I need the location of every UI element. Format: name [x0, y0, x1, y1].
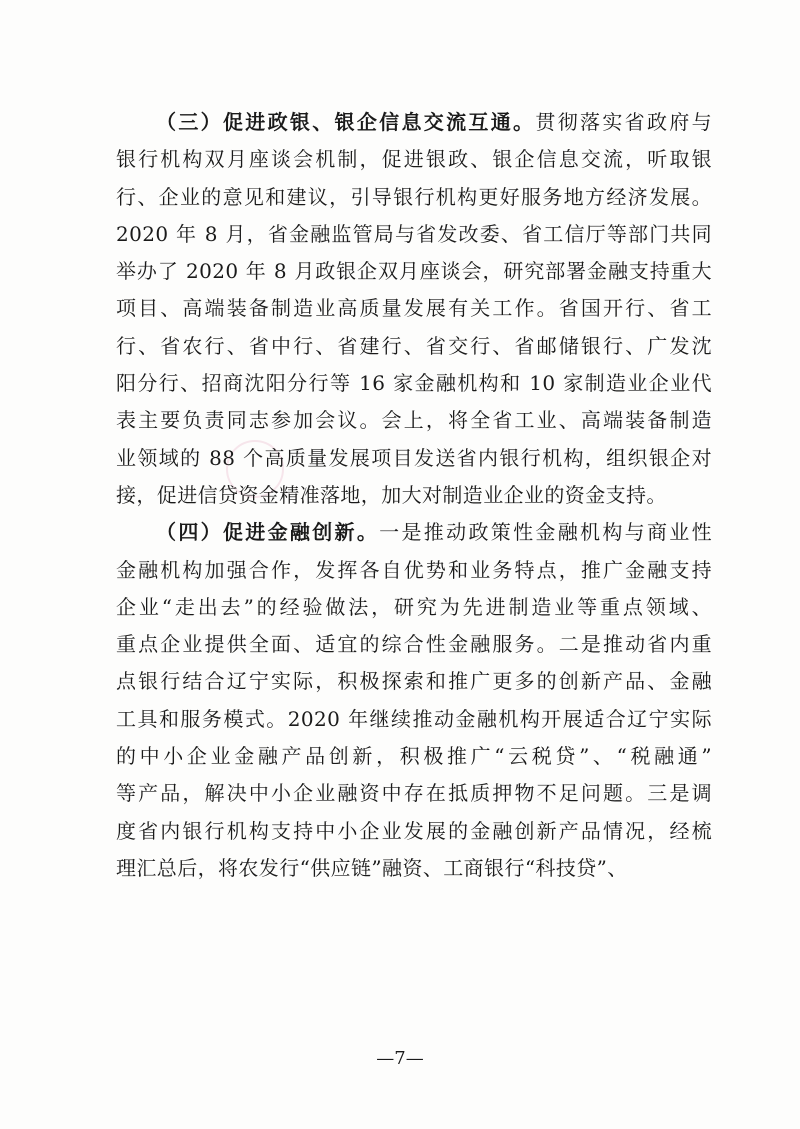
text-line: [116, 290, 712, 327]
line-text: 企业“走出去”的经验做法，研究为先进制造业等重点领域、: [116, 594, 712, 619]
section-heading: （四）促进金融创新。: [156, 520, 380, 545]
line-text: 银行机构双月座谈会机制，促进银政、银企信息交流，听取银: [116, 147, 712, 172]
line-text: 金融机构加强合作，发挥各自优势和业务特点，推广金融支持: [116, 557, 712, 582]
line-text: 点银行结合辽宁实际，积极探索和推广更多的创新产品、金融: [116, 669, 712, 694]
line-text: 重点企业提供全面、适宜的综合性金融服务。二是推动省内重: [116, 632, 712, 657]
text-line: [116, 514, 712, 551]
line-text: 举办了 2020 年 8 月政银企双月座谈会，研究部署金融支持重大: [116, 259, 712, 284]
line-text: 阳分行、招商沈阳分行等 16 家金融机构和 10 家制造业企业代: [116, 371, 712, 396]
line-text: 理汇总后，将农发行“供应链”融资、工商银行“科技贷”、: [116, 855, 628, 880]
text-line: [116, 813, 712, 850]
text-line: [116, 589, 712, 626]
line-text: 2020 年 8 月，省金融监管局与省发改委、省工信厅等部门共同: [116, 221, 712, 246]
body-text: [116, 104, 712, 887]
text-line: [116, 328, 712, 365]
text-line: [116, 738, 712, 775]
text-line: [116, 850, 712, 887]
text-line: [116, 663, 712, 700]
text-line: [116, 179, 712, 216]
text-line: [116, 701, 712, 738]
line-text: 项目、高端装备制造业高质量发展有关工作。省国开行、省工: [116, 296, 712, 321]
line-text: 工具和服务模式。2020 年继续推动金融机构开展适合辽宁实际: [116, 706, 712, 731]
text-line: [116, 365, 712, 402]
section-heading: （三）促进政银、银企信息交流互通。: [156, 110, 536, 134]
line-text: 的中小企业金融产品创新，积极推广“云税贷”、“税融通”: [116, 744, 712, 769]
line-text: 度省内银行机构支持中小企业发展的金融创新产品情况，经梳: [116, 818, 712, 843]
text-line: [116, 552, 712, 589]
text-line: [116, 253, 712, 290]
line-text: 等产品，解决中小企业融资中存在抵质押物不足问题。三是调: [116, 781, 712, 806]
page-number: —7—: [376, 1048, 424, 1069]
text-line: [116, 141, 712, 178]
text-line: [116, 440, 712, 477]
line-text: 贯彻落实省政府与: [535, 110, 712, 134]
line-text: 行、省农行、省中行、省建行、省交行、省邮储银行、广发沈: [116, 333, 712, 358]
text-line: [116, 104, 712, 141]
line-text: 行、企业的意见和建议，引导银行机构更好服务地方经济发展。: [116, 184, 712, 209]
line-text: 业领域的 88 个高质量发展项目发送省内银行机构，组织银企对: [116, 445, 712, 470]
line-text: 表主要负责同志参加会议。会上，将全省工业、高端装备制造: [116, 408, 712, 433]
text-line: [116, 477, 712, 514]
line-text: 接，促进信贷资金精准落地，加大对制造业企业的资金支持。: [116, 482, 667, 507]
text-line: [116, 402, 712, 439]
line-text: 一是推动政策性金融机构与商业性: [379, 520, 712, 545]
text-line: [116, 775, 712, 812]
text-line: [116, 626, 712, 663]
text-line: [116, 216, 712, 253]
